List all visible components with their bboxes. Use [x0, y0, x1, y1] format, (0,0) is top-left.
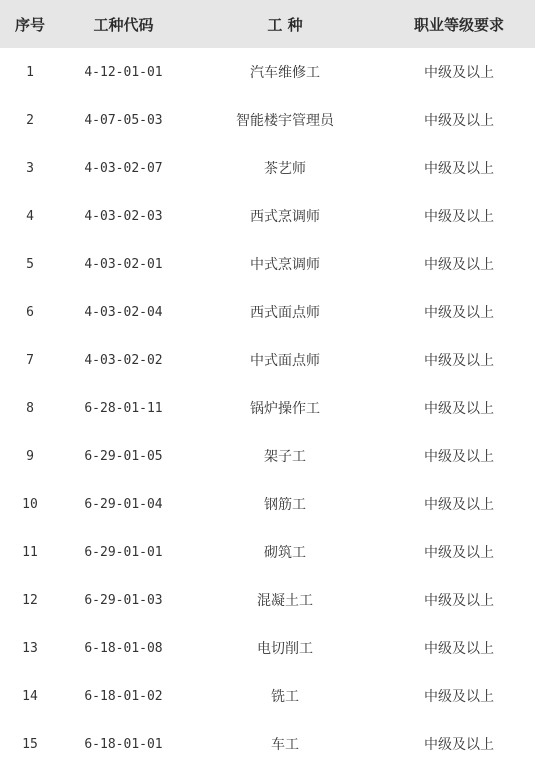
- occupation-code-cell: 6-29-01-01: [84, 544, 163, 560]
- occupation-code-cell: 4-03-02-02: [84, 352, 163, 368]
- serial-number-cell: 11: [22, 544, 38, 560]
- serial-number-cell: 14: [22, 688, 38, 704]
- table-row: [0, 672, 535, 720]
- occupation-code-cell: 4-07-05-03: [84, 112, 163, 128]
- table-row: [0, 288, 535, 336]
- serial-number-cell: 13: [22, 640, 38, 656]
- header-occupation-code: 工种代码: [60, 0, 187, 48]
- serial-number-cell: 3: [26, 160, 34, 176]
- serial-number-cell: 10: [22, 496, 38, 512]
- occupation-name-cell: 电切削工: [257, 641, 313, 657]
- table-row: [0, 480, 535, 528]
- occupation-name-cell: 铣工: [271, 689, 299, 705]
- table-row: [0, 432, 535, 480]
- occupation-name-cell: 中式烹调师: [250, 257, 320, 273]
- occupation-code-cell: 4-03-02-01: [84, 256, 163, 272]
- table-row: [0, 192, 535, 240]
- serial-number-cell: 2: [26, 112, 34, 128]
- occupation-code-cell: 6-28-01-11: [84, 400, 163, 416]
- occupation-code-cell: 6-29-01-04: [84, 496, 163, 512]
- occupation-name-cell: 智能楼宇管理员: [236, 113, 334, 129]
- header-level-requirement: 职业等级要求: [383, 0, 535, 48]
- occupation-name-cell: 汽车维修工: [250, 65, 320, 81]
- occupation-name-cell: 西式烹调师: [250, 209, 320, 225]
- table-row: [0, 96, 535, 144]
- level-requirement-cell: 中级及以上: [424, 737, 494, 753]
- table-row: [0, 48, 535, 96]
- level-requirement-cell: 中级及以上: [424, 545, 494, 561]
- occupation-code-cell: 6-18-01-02: [84, 688, 163, 704]
- table-header: [0, 0, 535, 48]
- level-requirement-cell: 中级及以上: [424, 257, 494, 273]
- level-requirement-cell: 中级及以上: [424, 113, 494, 129]
- table-row: [0, 336, 535, 384]
- occupation-code-cell: 4-12-01-01: [84, 64, 163, 80]
- serial-number-cell: 5: [26, 256, 34, 272]
- occupation-name-cell: 架子工: [264, 449, 306, 465]
- occupation-code-cell: 4-03-02-04: [84, 304, 163, 320]
- occupation-name-cell: 西式面点师: [250, 305, 320, 321]
- level-requirement-cell: 中级及以上: [424, 161, 494, 177]
- occupation-code-cell: 6-29-01-03: [84, 592, 163, 608]
- occupation-name-cell: 中式面点师: [250, 353, 320, 369]
- level-requirement-cell: 中级及以上: [424, 353, 494, 369]
- occupation-name-cell: 砌筑工: [264, 545, 306, 561]
- header-serial-number: 序号: [0, 0, 60, 48]
- occupation-name-cell: 车工: [271, 737, 299, 753]
- level-requirement-cell: 中级及以上: [424, 497, 494, 513]
- table-body: [0, 48, 535, 768]
- serial-number-cell: 4: [26, 208, 34, 224]
- occupation-code-cell: 6-29-01-05: [84, 448, 163, 464]
- header-row: [0, 0, 535, 48]
- level-requirement-cell: 中级及以上: [424, 65, 494, 81]
- serial-number-cell: 7: [26, 352, 34, 368]
- table-row: [0, 144, 535, 192]
- occupation-name-cell: 钢筋工: [264, 497, 306, 513]
- level-requirement-cell: 中级及以上: [424, 449, 494, 465]
- serial-number-cell: 15: [22, 736, 38, 752]
- level-requirement-cell: 中级及以上: [424, 641, 494, 657]
- occupation-name-cell: 混凝土工: [257, 593, 313, 609]
- table-row: [0, 624, 535, 672]
- occupation-code-cell: 4-03-02-03: [84, 208, 163, 224]
- occupation-name-cell: 锅炉操作工: [250, 401, 320, 417]
- table-row: [0, 576, 535, 624]
- occupation-code-cell: 6-18-01-01: [84, 736, 163, 752]
- level-requirement-cell: 中级及以上: [424, 305, 494, 321]
- header-occupation: 工 种: [187, 0, 383, 48]
- level-requirement-cell: 中级及以上: [424, 209, 494, 225]
- occupation-code-cell: 6-18-01-08: [84, 640, 163, 656]
- table-row: [0, 720, 535, 768]
- serial-number-cell: 1: [26, 64, 34, 80]
- level-requirement-cell: 中级及以上: [424, 593, 494, 609]
- table-row: [0, 384, 535, 432]
- occupation-code-cell: 4-03-02-07: [84, 160, 163, 176]
- serial-number-cell: 12: [22, 592, 38, 608]
- level-requirement-cell: 中级及以上: [424, 401, 494, 417]
- serial-number-cell: 9: [26, 448, 34, 464]
- level-requirement-cell: 中级及以上: [424, 689, 494, 705]
- serial-number-cell: 8: [26, 400, 34, 416]
- occupation-name-cell: 茶艺师: [264, 161, 306, 177]
- table-row: [0, 528, 535, 576]
- serial-number-cell: 6: [26, 304, 34, 320]
- table-row: [0, 240, 535, 288]
